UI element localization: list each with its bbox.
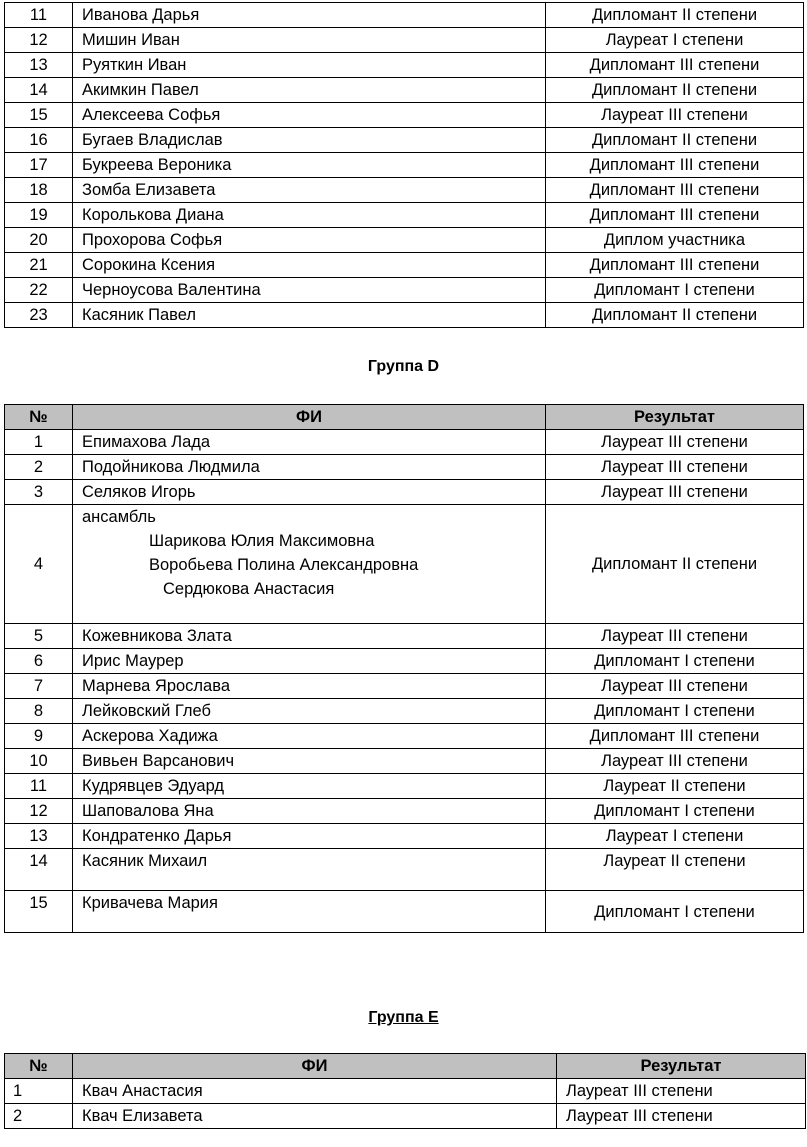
result: Дипломант II степени — [546, 505, 804, 624]
row-number: 9 — [5, 724, 73, 749]
participant-name: Лейковский Глеб — [73, 699, 546, 724]
row-number: 14 — [5, 78, 73, 103]
header-result: Результат — [546, 405, 804, 430]
row-number: 6 — [5, 649, 73, 674]
participant-name: Бугаев Владислав — [73, 128, 546, 153]
participant-name: Касяник Павел — [73, 303, 546, 328]
result: Дипломант II степени — [546, 303, 804, 328]
table-row — [5, 891, 804, 933]
row-number: 7 — [5, 674, 73, 699]
participant-name: Черноусова Валентина — [73, 278, 546, 303]
group-d-title: Группа D — [367, 358, 440, 375]
participant-name: Кондратенко Дарья — [73, 824, 546, 849]
table-row — [5, 624, 804, 649]
row-number: 19 — [5, 203, 73, 228]
result: Лауреат III степени — [546, 455, 804, 480]
participant-name: Иванова Дарья — [73, 3, 546, 28]
participant-name: Подойникова Людмила — [73, 455, 546, 480]
result: Лауреат III степени — [557, 1104, 806, 1129]
result: Лауреат III степени — [546, 480, 804, 505]
row-number: 15 — [5, 103, 73, 128]
row-number: 23 — [5, 303, 73, 328]
result: Дипломант I степени — [546, 649, 804, 674]
participant-name: Кривачева Мария — [73, 891, 546, 933]
participant-name: Букреева Вероника — [73, 153, 546, 178]
table-row — [5, 774, 804, 799]
participant-name: Епимахова Лада — [73, 430, 546, 455]
row-number: 15 — [5, 891, 73, 933]
table-header-row — [5, 1054, 806, 1079]
result: Дипломант III степени — [546, 53, 804, 78]
table-row — [5, 28, 804, 53]
participant-name: Шаповалова Яна — [73, 799, 546, 824]
results-table-c — [4, 2, 804, 328]
row-number: 3 — [5, 480, 73, 505]
table-row — [5, 430, 804, 455]
table-row — [5, 278, 804, 303]
row-number: 2 — [5, 455, 73, 480]
ensemble-member: Шарикова Юлия Максимовна — [149, 532, 375, 550]
row-number: 5 — [5, 624, 73, 649]
row-number: 22 — [5, 278, 73, 303]
header-number: № — [5, 405, 73, 430]
table-row — [5, 699, 804, 724]
table-row — [5, 103, 804, 128]
row-number: 11 — [5, 3, 73, 28]
result: Лауреат III степени — [546, 674, 804, 699]
table-row — [5, 674, 804, 699]
result: Дипломант III степени — [546, 153, 804, 178]
table-row — [5, 228, 804, 253]
ensemble-member: Сердюкова Анастасия — [163, 580, 335, 598]
participant-name: Сорокина Ксения — [73, 253, 546, 278]
participant-name: Селяков Игорь — [73, 480, 546, 505]
result: Дипломант II степени — [546, 128, 804, 153]
participant-name: Кудрявцев Эдуард — [73, 774, 546, 799]
participant-name: Мишин Иван — [73, 28, 546, 53]
header-name: ФИ — [73, 405, 546, 430]
participant-name: Вивьен Варсанович — [73, 749, 546, 774]
result: Дипломант III степени — [546, 203, 804, 228]
row-number: 12 — [5, 28, 73, 53]
result: Дипломант I степени — [546, 891, 804, 933]
result: Дипломант I степени — [546, 699, 804, 724]
row-number: 13 — [5, 53, 73, 78]
participant-name: Касяник Михаил — [73, 849, 546, 891]
result: Дипломант I степени — [546, 278, 804, 303]
row-number: 17 — [5, 153, 73, 178]
result: Диплом участника — [546, 228, 804, 253]
header-result: Результат — [557, 1054, 806, 1079]
result: Лауреат III степени — [546, 103, 804, 128]
participant-name: Ирис Маурер — [73, 649, 546, 674]
row-number: 10 — [5, 749, 73, 774]
result: Дипломант II степени — [546, 3, 804, 28]
result: Лауреат II степени — [546, 774, 804, 799]
result: Лауреат I степени — [546, 28, 804, 53]
row-number: 14 — [5, 849, 73, 891]
row-number: 18 — [5, 178, 73, 203]
row-number: 12 — [5, 799, 73, 824]
result: Лауреат II степени — [546, 849, 804, 891]
table-row — [5, 53, 804, 78]
table-header-row — [5, 405, 804, 430]
results-table-e — [4, 1053, 806, 1129]
table-row — [5, 749, 804, 774]
participant-name: Кожевникова Злата — [73, 624, 546, 649]
header-name: ФИ — [73, 1054, 557, 1079]
table-row — [5, 649, 804, 674]
result: Лауреат III степени — [557, 1079, 806, 1104]
table-row — [5, 849, 804, 891]
participant-name: Руяткин Иван — [73, 53, 546, 78]
row-number: 21 — [5, 253, 73, 278]
participant-name: Квач Елизавета — [73, 1104, 557, 1129]
participant-name: Королькова Диана — [73, 203, 546, 228]
participant-name: Алексеева Софья — [73, 103, 546, 128]
table-row — [5, 78, 804, 103]
row-number: 4 — [5, 505, 73, 624]
result: Лауреат III степени — [546, 749, 804, 774]
participant-name: Марнева Ярослава — [73, 674, 546, 699]
ensemble-cell — [73, 505, 546, 624]
result: Лауреат III степени — [546, 624, 804, 649]
group-e-title: Группа Е — [368, 1009, 439, 1026]
participant-name: Прохорова Софья — [73, 228, 546, 253]
result: Дипломант I степени — [546, 799, 804, 824]
row-number: 16 — [5, 128, 73, 153]
participant-name: Квач Анастасия — [73, 1079, 557, 1104]
table-row — [5, 724, 804, 749]
table-row — [5, 1079, 806, 1104]
table-row — [5, 1104, 806, 1129]
participant-name: Зомба Елизавета — [73, 178, 546, 203]
result: Дипломант II степени — [546, 78, 804, 103]
table-row — [5, 128, 804, 153]
table-row — [5, 253, 804, 278]
ensemble-label: ансамбль — [82, 508, 156, 526]
row-number: 11 — [5, 774, 73, 799]
table-row — [5, 203, 804, 228]
row-number: 13 — [5, 824, 73, 849]
row-number: 1 — [5, 430, 73, 455]
table-row — [5, 824, 804, 849]
header-number: № — [5, 1054, 73, 1079]
table-row — [5, 480, 804, 505]
results-table-d — [4, 404, 804, 933]
row-number: 8 — [5, 699, 73, 724]
table-row — [5, 153, 804, 178]
result: Лауреат III степени — [546, 430, 804, 455]
table-row — [5, 455, 804, 480]
row-number: 2 — [5, 1104, 73, 1129]
participant-name: Аскерова Хадижа — [73, 724, 546, 749]
result: Дипломант III степени — [546, 724, 804, 749]
table-row — [5, 3, 804, 28]
result: Дипломант III степени — [546, 178, 804, 203]
table-row — [5, 178, 804, 203]
result: Лауреат I степени — [546, 824, 804, 849]
table-row — [5, 799, 804, 824]
table-row — [5, 505, 804, 624]
ensemble-member: Воробьева Полина Александровна — [149, 556, 419, 574]
participant-name: Акимкин Павел — [73, 78, 546, 103]
row-number: 1 — [5, 1079, 73, 1104]
row-number: 20 — [5, 228, 73, 253]
result: Дипломант III степени — [546, 253, 804, 278]
table-row — [5, 303, 804, 328]
